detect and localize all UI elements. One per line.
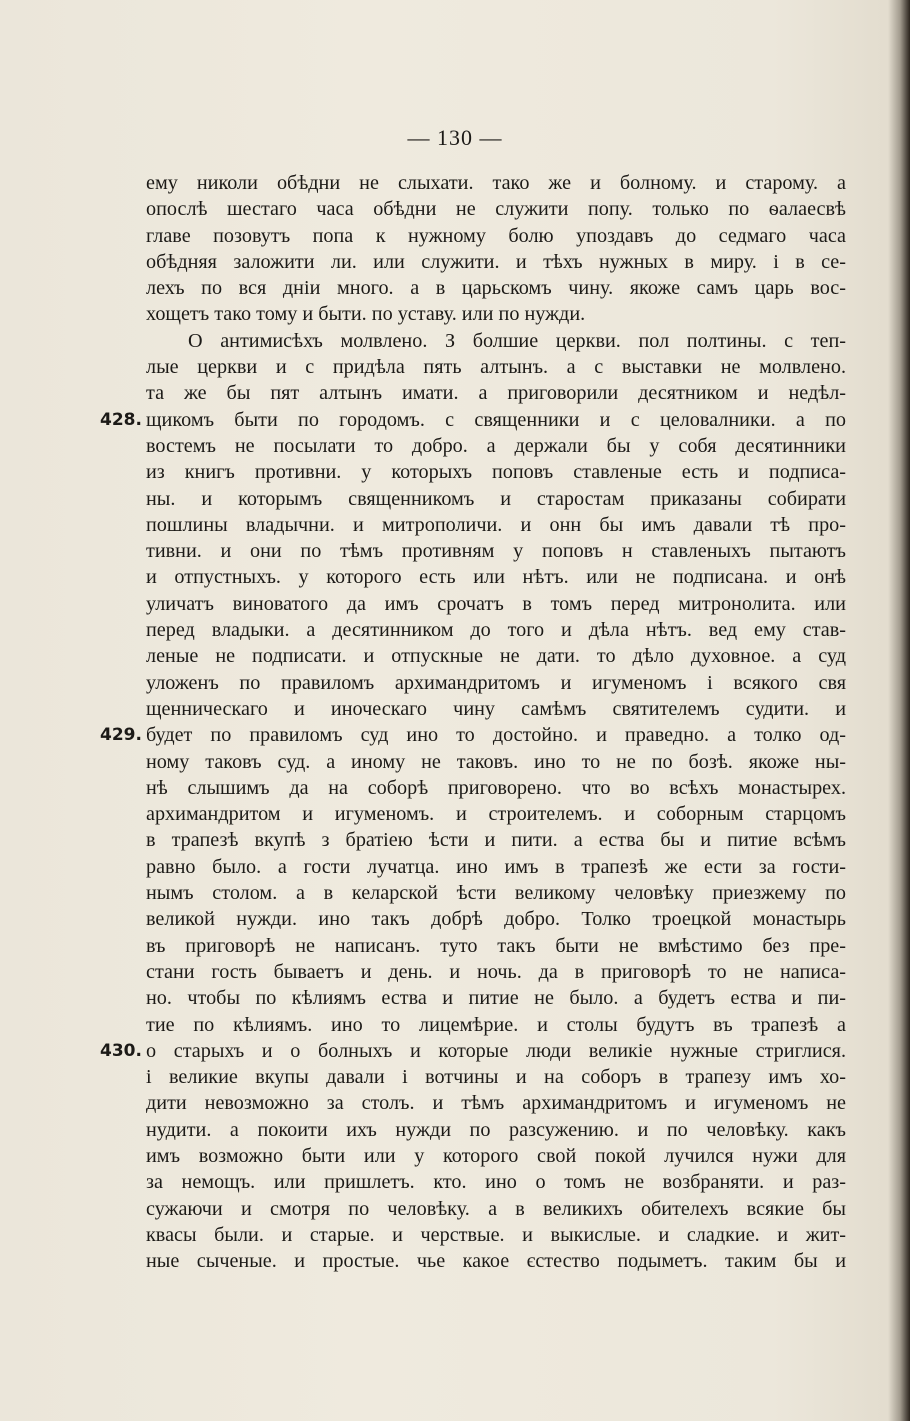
text-line-content: нудити. а покоити ихъ нужди по разсужению. и по человѣку. какъ xyxy=(146,1118,846,1141)
text-line-content: но. чтобы по кѣлиямъ ества и питие не было. а будетъ ества и пи- xyxy=(146,987,846,1010)
text-line xyxy=(146,854,846,880)
text-line xyxy=(146,1012,846,1038)
text-line-content: і великие вкупы давали і вотчины и на соборъ в трапезу имъ хо- xyxy=(146,1066,846,1089)
text-line xyxy=(146,1064,846,1090)
text-line-content: о старыхъ и о болныхъ и которые люди великiе нужные стриглися. xyxy=(146,1039,846,1062)
text-line-content: и отпустныхъ. у которого есть или нѣтъ. или не подписана. и онѣ xyxy=(146,566,846,589)
text-line-content: за немощъ. или пришлетъ. кто. ино о томъ не возбраняти. и раз- xyxy=(146,1171,846,1194)
text-line xyxy=(146,906,846,932)
text-line-content: востемъ не посылати то добро. а держали бы у собя десятинники xyxy=(146,434,846,457)
text-line-content: великой нужди. ино такъ добрѣ добро. Толко троецкой монастырь xyxy=(146,908,846,931)
text-line-content: уличатъ виноватого да имъ срочатъ в томъ перед митронолита. или xyxy=(146,592,846,615)
text-line-content: перед владыки. а десятинником до того и дѣла нѣтъ. вед ему став- xyxy=(146,619,846,642)
text-line xyxy=(146,1117,846,1143)
text-line-content: тивни. и они по тѣмъ противням у поповъ н ставленыхъ пытаютъ xyxy=(146,540,846,563)
text-line xyxy=(146,328,846,354)
text-line-content: нымъ столом. а в келарской ѣсти великому человѣку приезжему по xyxy=(146,882,846,905)
text-line-content: равно было. а гости лучатца. ино имъ в трапезѣ же ести за гости- xyxy=(146,855,846,878)
page-number: — 130 — xyxy=(407,125,503,150)
text-line xyxy=(146,433,846,459)
text-line xyxy=(146,275,846,301)
text-line xyxy=(146,223,846,249)
text-line xyxy=(146,249,846,275)
text-line xyxy=(146,301,846,327)
text-line-content: та же бы пят алтынъ имати. а приговорили десятником и недѣл- xyxy=(146,382,846,405)
text-line xyxy=(146,380,846,406)
text-line xyxy=(146,959,846,985)
text-line-content: обѣдняя заложити ли. или служити. и тѣхъ нужных в миру. і в се- xyxy=(146,250,846,273)
text-line-content: ному таковъ суд. а иному не таковъ. ино то не по бозѣ. якоже ны- xyxy=(146,750,846,773)
text-line-content: О антимисѣхъ молвлено. З болшие церкви. пол полтины. с теп- xyxy=(188,329,846,352)
text-line xyxy=(146,775,846,801)
text-line xyxy=(146,880,846,906)
text-line xyxy=(146,196,846,222)
text-line xyxy=(146,643,846,669)
text-line xyxy=(146,827,846,853)
text-line-content: уложенъ по правиломъ архимандритомъ и игуменомъ і всякого свя xyxy=(146,671,846,694)
text-line-content: опослѣ шестаго часа обѣдни не служити попу. только по ѳалаесвѣ xyxy=(146,198,846,221)
text-line-content: хощетъ тако тому и быти. по уставу. или по нужди. xyxy=(146,303,586,326)
article-number: 429. xyxy=(100,725,142,746)
text-line xyxy=(146,1090,846,1116)
text-line xyxy=(146,1248,846,1274)
text-line xyxy=(146,1222,846,1248)
text-line xyxy=(146,1143,846,1169)
text-line xyxy=(146,459,846,485)
text-line xyxy=(146,354,846,380)
text-line xyxy=(146,696,846,722)
text-line-content: въ приговорѣ не написанъ. туто такъ быти не вмѣстимо без пре- xyxy=(146,934,846,957)
text-line-content: из книгъ противни. у которыхъ поповъ ставленые есть и подписа- xyxy=(146,461,846,484)
text-line-content: ные сыченые. и простые. чье какое єстество подыметъ. таким бы и xyxy=(146,1250,846,1273)
text-line-content: дити невозможно за столъ. и тѣмъ архимандритомъ и игуменомъ не xyxy=(146,1092,846,1115)
text-line xyxy=(146,617,846,643)
text-line xyxy=(146,985,846,1011)
article-number: 428. xyxy=(100,409,142,430)
text-line-content: щикомъ быти по городомъ. с священники и с целовалники. а по xyxy=(146,408,846,431)
text-line-content: ны. и которымъ священникомъ и старостам приказаны собирати xyxy=(146,487,846,510)
text-line-content: тие по кѣлиямъ. ино то лицемѣрие. и столы будутъ въ трапезѣ а xyxy=(146,1013,846,1036)
text-line-content: нѣ слышимъ да на соборѣ приговорено. что во всѣхъ монастырех. xyxy=(146,776,846,799)
text-line-content: леные не подписати. и отпускные не дати. то дѣло духовное. а суд xyxy=(146,645,846,668)
text-line xyxy=(100,722,846,748)
text-line xyxy=(146,512,846,538)
text-line-content: архимандритом и игуменомъ. и строителемъ. и соборным старцомъ xyxy=(146,803,846,826)
text-line xyxy=(146,933,846,959)
text-line-content: будет по правиломъ суд ино то достойно. и праведно. а толко од- xyxy=(146,724,846,747)
spine-shadow xyxy=(888,0,910,1421)
text-line-content: пошлины владычни. и митрополичи. и онн бы имъ давали тѣ про- xyxy=(146,513,846,536)
text-line xyxy=(146,670,846,696)
text-line xyxy=(146,1196,846,1222)
text-line-content: стани гость бываетъ и день. и ночь. да в приговорѣ то не написа- xyxy=(146,960,846,983)
text-line xyxy=(146,591,846,617)
body-text xyxy=(100,170,846,1274)
text-line xyxy=(146,564,846,590)
article-number: 430. xyxy=(100,1040,142,1061)
text-line xyxy=(146,538,846,564)
text-line-content: имъ возможно быти или у которого свой покой лучился нужи для xyxy=(146,1144,846,1167)
text-line-content: квасы были. и старые. и черствые. и выкислые. и сладкие. и жит- xyxy=(146,1223,846,1246)
text-line xyxy=(146,486,846,512)
text-line xyxy=(146,170,846,196)
text-line xyxy=(146,801,846,827)
text-line-content: щенническаго и иноческаго чину самѣмъ святителемъ судити. и xyxy=(146,697,846,720)
text-line xyxy=(100,1038,846,1064)
text-line-content: в трапезѣ вкупѣ з братiею ѣсти и пити. а ества бы и питие всѣмъ xyxy=(146,829,846,852)
text-line xyxy=(146,1169,846,1195)
text-line-content: лые церкви и с придѣла пять алтынъ. а с выставки не молвлено. xyxy=(146,356,846,379)
text-line-content: сужаючи и смотря по человѣку. а в великихъ обителехъ всякие бы xyxy=(146,1197,846,1220)
text-line xyxy=(100,407,846,433)
text-line-content: лехъ по вся днiи много. а в царьскомъ чину. якоже самъ царь вос- xyxy=(146,277,846,300)
text-line xyxy=(146,749,846,775)
text-line-content: главе позовутъ попа к нужному болю упоздавъ до седмаго часа xyxy=(146,224,846,247)
text-line-content: ему николи обѣдни не слыхати. тако же и болному. и старому. а xyxy=(146,172,846,194)
